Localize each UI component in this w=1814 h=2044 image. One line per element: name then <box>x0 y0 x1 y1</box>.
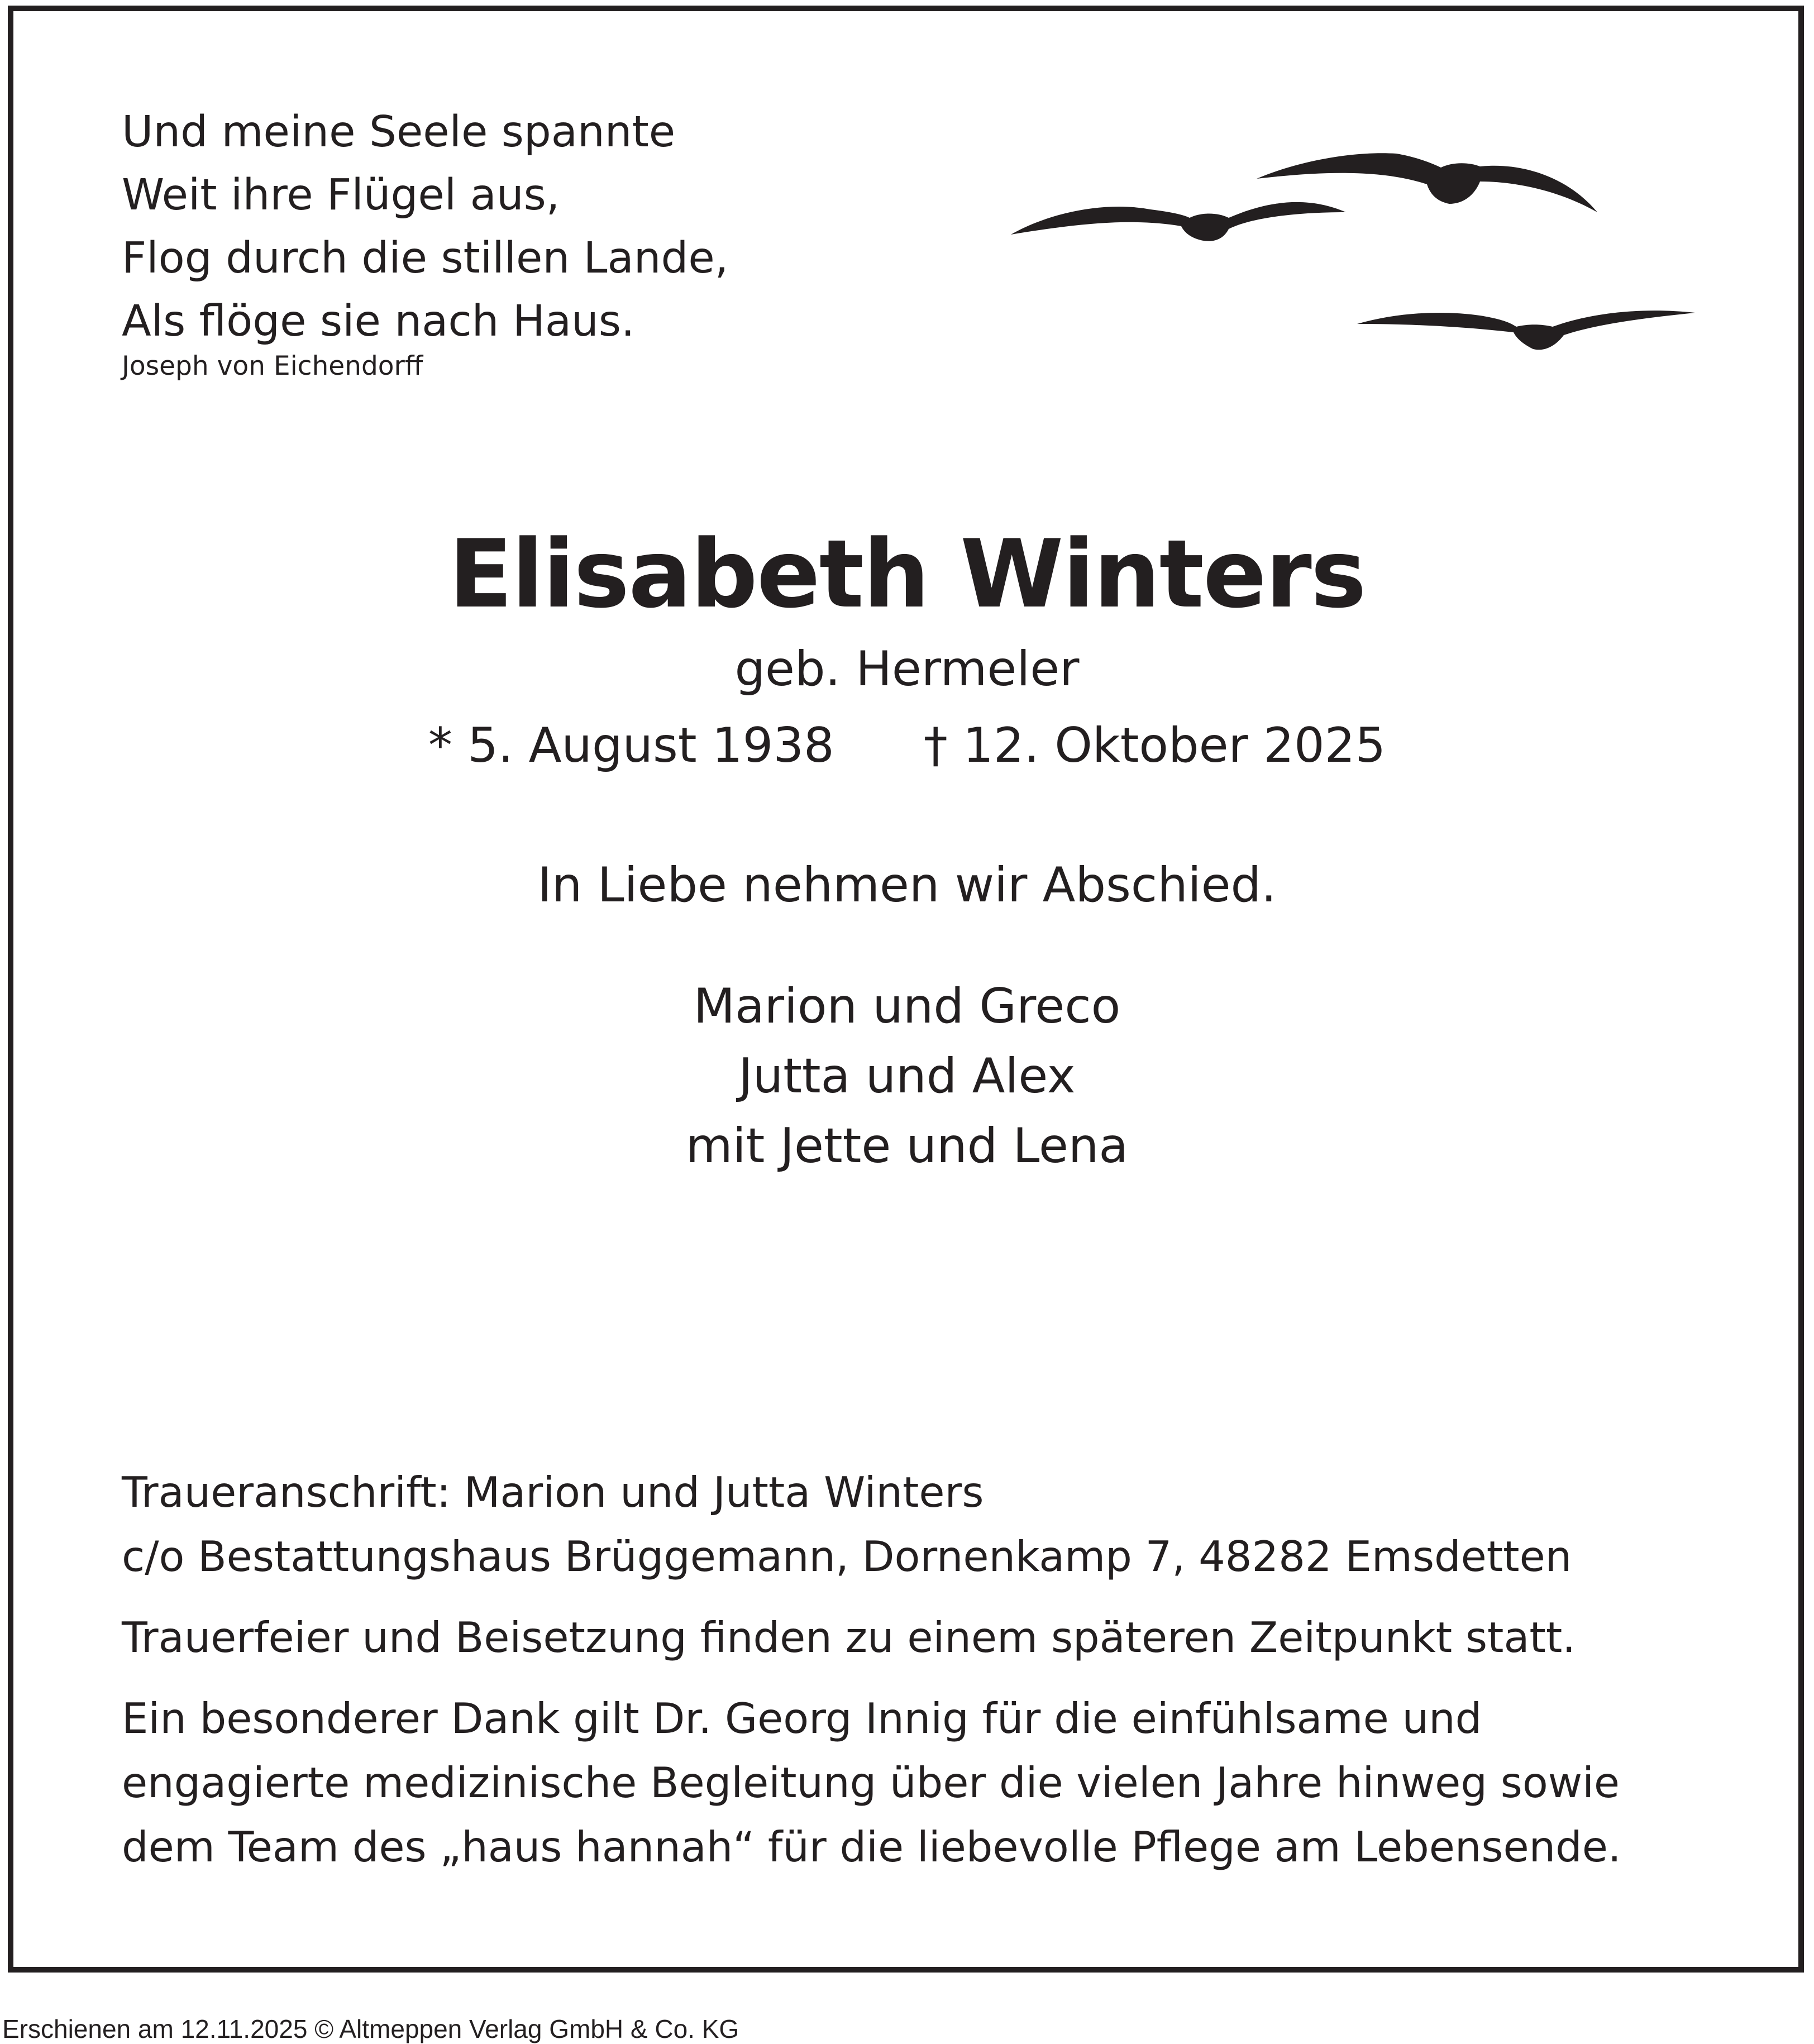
bird-icon <box>1357 311 1695 350</box>
life-dates <box>0 718 1814 773</box>
maiden-name: geb. Hermeler <box>734 641 1080 697</box>
poem <box>122 101 728 353</box>
thanks-line: Ein besonderer Dank gilt Dr. Georg Innig für die einfühlsame und <box>122 1694 1482 1743</box>
info-block <box>122 1460 1621 1879</box>
mourner-line: Jutta und Alex <box>738 1048 1076 1104</box>
thanks-line: engagierte medizinische Begleitung über die vielen Jahre hinweg sowie <box>122 1758 1620 1807</box>
address-line: Traueranschrift: Marion und Jutta Winters <box>122 1468 984 1517</box>
death-date: † 12. Oktober 2025 <box>923 718 1386 773</box>
publication-footer: Erschienen am 12.11.2025 © Altmeppen Verlag GmbH & Co. KG <box>2 2014 739 2043</box>
birds-illustration <box>1005 128 1698 374</box>
mourner-line: Marion und Greco <box>693 978 1121 1034</box>
poem-line: Und meine Seele spannte <box>122 107 676 157</box>
poem-line: Weit ihre Flügel aus, <box>122 170 560 220</box>
bird-icon <box>1011 202 1346 241</box>
poem-line: Flog durch die stillen Lande, <box>122 233 729 283</box>
poem-author: Joseph von Eichendorff <box>122 351 423 381</box>
thanks-line: dem Team des „haus hannah“ für die liebevolle Pflege am Lebensende. <box>122 1822 1621 1871</box>
address-line: c/o Bestattungshaus Brüggemann, Dornenkamp 7, 48282 Emsdetten <box>122 1532 1572 1581</box>
birth-date: * 5. August 1938 <box>428 718 834 773</box>
farewell-message: In Liebe nehmen wir Abschied. <box>537 857 1277 913</box>
mourners <box>0 972 1814 1181</box>
ceremony-note: Trauerfeier und Beisetzung finden zu einem späteren Zeitpunkt statt. <box>122 1613 1576 1662</box>
mourner-line: mit Jette und Lena <box>685 1118 1129 1174</box>
poem-line: Als flöge sie nach Haus. <box>122 297 635 346</box>
deceased-name: Elisabeth Winters <box>448 519 1366 629</box>
